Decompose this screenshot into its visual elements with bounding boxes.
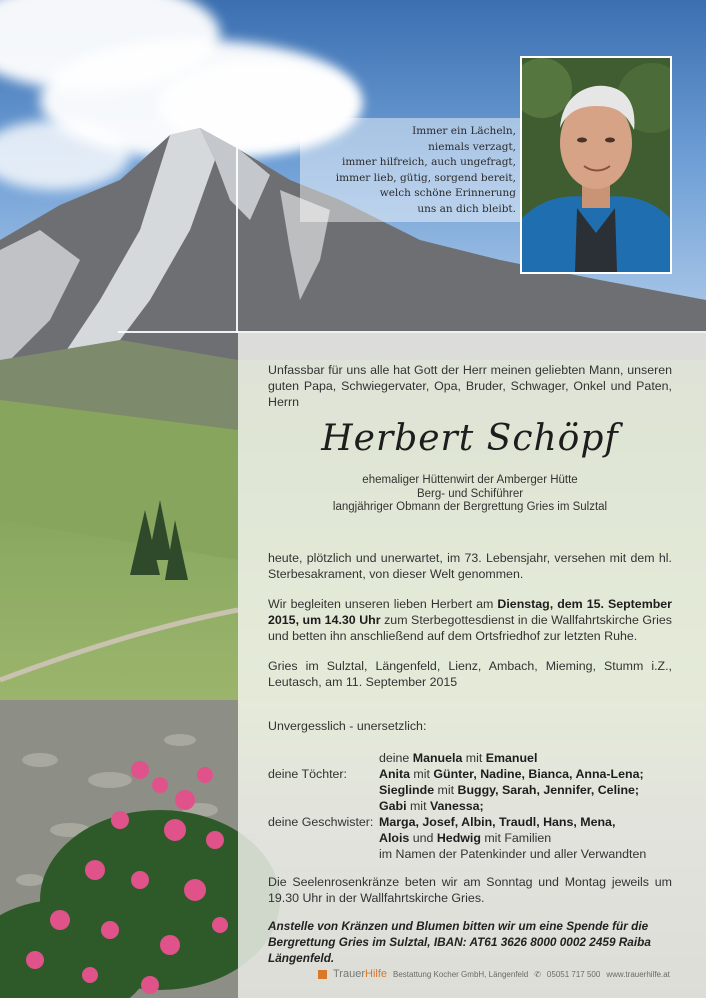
deceased-roles xyxy=(268,474,672,515)
brand-part-accent: Hilfe xyxy=(365,968,388,980)
role-line: langjähriger Obmann der Bergrettung Gries im Sulztal xyxy=(332,501,608,513)
footer-company: Bestattung Kocher GmbH, Längenfeld xyxy=(393,969,529,979)
family-wife xyxy=(379,750,537,766)
siblings-names-2 xyxy=(379,830,551,846)
family-row-daughter-3 xyxy=(268,798,678,814)
text-fragment: deine xyxy=(379,751,413,765)
mourners-heading: Unvergesslich - unersetzlich: xyxy=(268,719,427,733)
funeral-text xyxy=(268,596,672,644)
siblings-names xyxy=(379,814,615,830)
text-fragment: mit xyxy=(409,767,434,781)
brand-name xyxy=(333,968,387,980)
role-line: Berg- und Schiführer xyxy=(416,487,524,500)
daughter-name: Gabi xyxy=(379,799,407,813)
daughter-name: Sieglinde xyxy=(379,783,435,797)
death-text: heute, plötzlich und unerwartet, im 73. Lebensjahr, versehen mit dem hl. Sterbesakrament, von dieser Welt genommen. xyxy=(268,551,672,581)
portrait-illustration xyxy=(522,58,670,272)
family-row-daughter-1 xyxy=(268,766,678,782)
funeral-date: Dienstag, dem 15. September 2015, um 14.30 Uhr xyxy=(268,597,672,627)
relatives-line: im Namen der Patenkinder und aller Verwandten xyxy=(379,847,647,861)
poem-line: immer lieb, gütig, sorgend bereit, xyxy=(335,171,516,184)
daughter-sieglinde xyxy=(379,782,639,798)
daughter-gabi xyxy=(379,798,484,814)
trauerhilfe-logo-icon xyxy=(318,970,327,979)
family-row-relatives xyxy=(268,846,678,862)
footer xyxy=(318,966,670,982)
family-row-siblings-2 xyxy=(268,830,678,846)
text-fragment: mit xyxy=(406,799,430,813)
wife-name: Manuela xyxy=(412,751,463,765)
wife-partner-name: Emanuel xyxy=(485,751,538,765)
siblings-label: deine Geschwister: xyxy=(268,815,374,829)
text-fragment: mit xyxy=(462,751,486,765)
funeral-text-part1: Wir begleiten unseren lieben Herbert am xyxy=(268,597,498,611)
deceased-name: Herbert Schöpf xyxy=(321,418,619,459)
family-row-daughter-2 xyxy=(268,782,678,798)
daughter-family: Günter, Nadine, Bianca, Anna-Lena; xyxy=(433,767,644,781)
poem-line: uns an dich bleibt. xyxy=(417,202,516,215)
sibling-name: Alois xyxy=(379,831,410,845)
intro-text: Unfassbar für uns alle hat Gott der Herr meinen geliebten Mann, unseren guten Papa, Schwiegervater, Opa, Bruder, Schwager, Onkel und Paten, Herrn xyxy=(268,363,672,409)
text-fragment: mit Familien xyxy=(480,831,552,845)
sibling-names: Marga, Josef, Albin, Traudl, Hans, Mena, xyxy=(379,815,616,829)
daughter-anita xyxy=(379,766,644,782)
footer-url: www.trauerhilfe.at xyxy=(606,969,670,979)
footer-phone: 05051 717 500 xyxy=(546,969,601,979)
daughter-family: Vanessa; xyxy=(429,799,484,813)
donation-request: Anstelle von Kränzen und Blumen bitten wir um eine Spende für die Bergrettung Gries im Sulztal, IBAN: AT61 3626 8000 0002 2459 Raiba Längenfeld. xyxy=(268,919,651,965)
memorial-poem xyxy=(308,124,516,217)
places-date: Gries im Sulztal, Längenfeld, Lienz, Ambach, Mieming, Stumm i.Z., Leutasch, am 11. September 2015 xyxy=(268,659,672,689)
poem-line: niemals verzagt, xyxy=(428,140,516,153)
text-fragment: mit xyxy=(434,783,458,797)
poem-line: welch schöne Erinnerung xyxy=(379,187,516,199)
rosary-text: Die Seelenrosenkränze beten wir am Sonntag und Montag jeweils um 19.30 Uhr in der Wallfahrtskirche Gries. xyxy=(268,875,672,905)
poem-line: immer hilfreich, auch ungefragt, xyxy=(341,156,516,168)
phone-icon: ✆ xyxy=(534,969,541,979)
sibling-name: Hedwig xyxy=(436,831,481,845)
cross-vertical-line xyxy=(236,138,238,333)
poem-line: Immer ein Lächeln, xyxy=(412,125,516,137)
family-row-siblings-1 xyxy=(268,814,678,830)
portrait-photo xyxy=(520,56,672,274)
family-row-wife xyxy=(268,750,678,766)
daughter-name: Anita xyxy=(379,767,410,781)
funeral-text-part2: zum Sterbegottesdienst in die Wallfahrtskirche Gries und betten ihn anschließend auf dem Ortsfriedhof zur letzten Ruhe. xyxy=(268,613,672,643)
daughters-label: deine Töchter: xyxy=(268,767,347,781)
text-fragment: und xyxy=(409,831,437,845)
daughter-family: Buggy, Sarah, Jennifer, Celine; xyxy=(457,783,640,797)
role-line: ehemaliger Hüttenwirt der Amberger Hütte xyxy=(362,474,578,486)
brand-part: Trauer xyxy=(333,968,365,980)
